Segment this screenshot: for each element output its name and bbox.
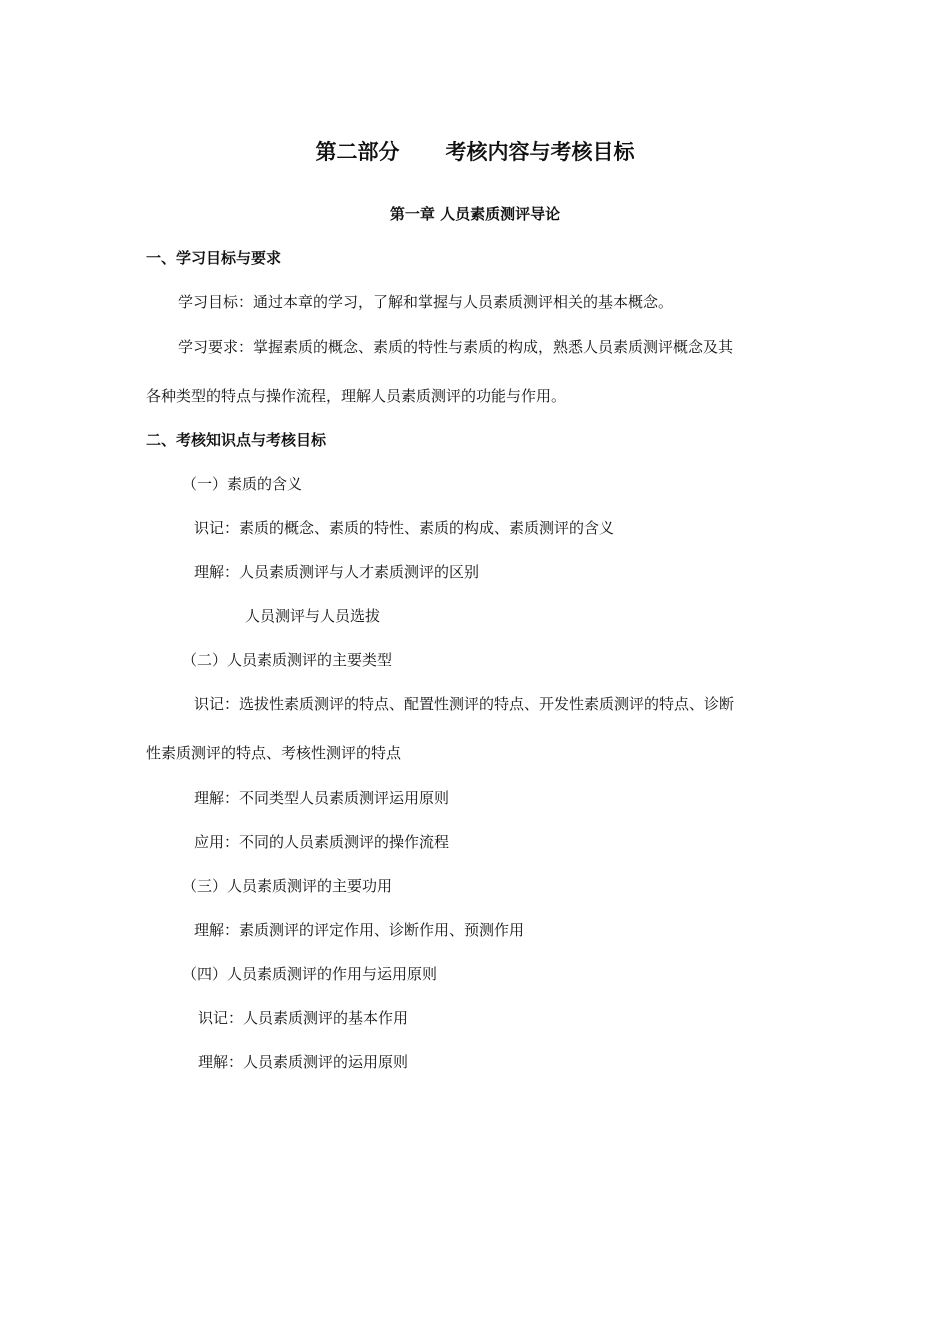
subsection-title-1: （一）素质的含义 <box>182 475 303 493</box>
sub2-recall-line2: 性素质测评的特点、考核性测评的特点 <box>146 744 402 762</box>
section-heading-knowledge: 二、考核知识点与考核目标 <box>146 431 327 449</box>
sub2-understand: 理解：不同类型人员素质测评运用原则 <box>194 789 450 807</box>
subsection-title-4: （四）人员素质测评的作用与运用原则 <box>182 965 438 983</box>
sub4-understand: 理解：人员素质测评的运用原则 <box>198 1053 409 1071</box>
subsection-title-3: （三）人员素质测评的主要功用 <box>182 877 393 895</box>
sub3-understand: 理解：素质测评的评定作用、诊断作用、预测作用 <box>194 921 525 939</box>
sub4-recall: 识记：人员素质测评的基本作用 <box>198 1009 409 1027</box>
subsection-title-2: （二）人员素质测评的主要类型 <box>182 651 393 669</box>
sub2-apply: 应用：不同的人员素质测评的操作流程 <box>194 833 450 851</box>
part-heading: 考核内容与考核目标 <box>445 140 635 164</box>
learning-goal: 学习目标：通过本章的学习，了解和掌握与人员素质测评相关的基本概念。 <box>178 293 674 311</box>
part-title <box>0 138 950 166</box>
section-heading-goals: 一、学习目标与要求 <box>146 249 282 267</box>
chapter-title: 第一章 人员素质测评导论 <box>389 205 561 223</box>
part-label: 第二部分 <box>315 140 400 164</box>
learning-requirement-line1: 学习要求：掌握素质的概念、素质的特性与素质的构成，熟悉人员素质测评概念及其 <box>178 338 734 356</box>
sub1-understand: 理解：人员素质测评与人才素质测评的区别 <box>194 563 480 581</box>
learning-requirement-line2: 各种类型的特点与操作流程，理解人员素质测评的功能与作用。 <box>146 387 567 405</box>
sub2-recall-line1: 识记：选拔性素质测评的特点、配置性测评的特点、开发性素质测评的特点、诊断 <box>194 695 735 713</box>
sub1-understand-cont: 人员测评与人员选拔 <box>245 607 381 625</box>
sub1-recall: 识记：素质的概念、素质的特性、素质的构成、素质测评的含义 <box>194 519 615 537</box>
